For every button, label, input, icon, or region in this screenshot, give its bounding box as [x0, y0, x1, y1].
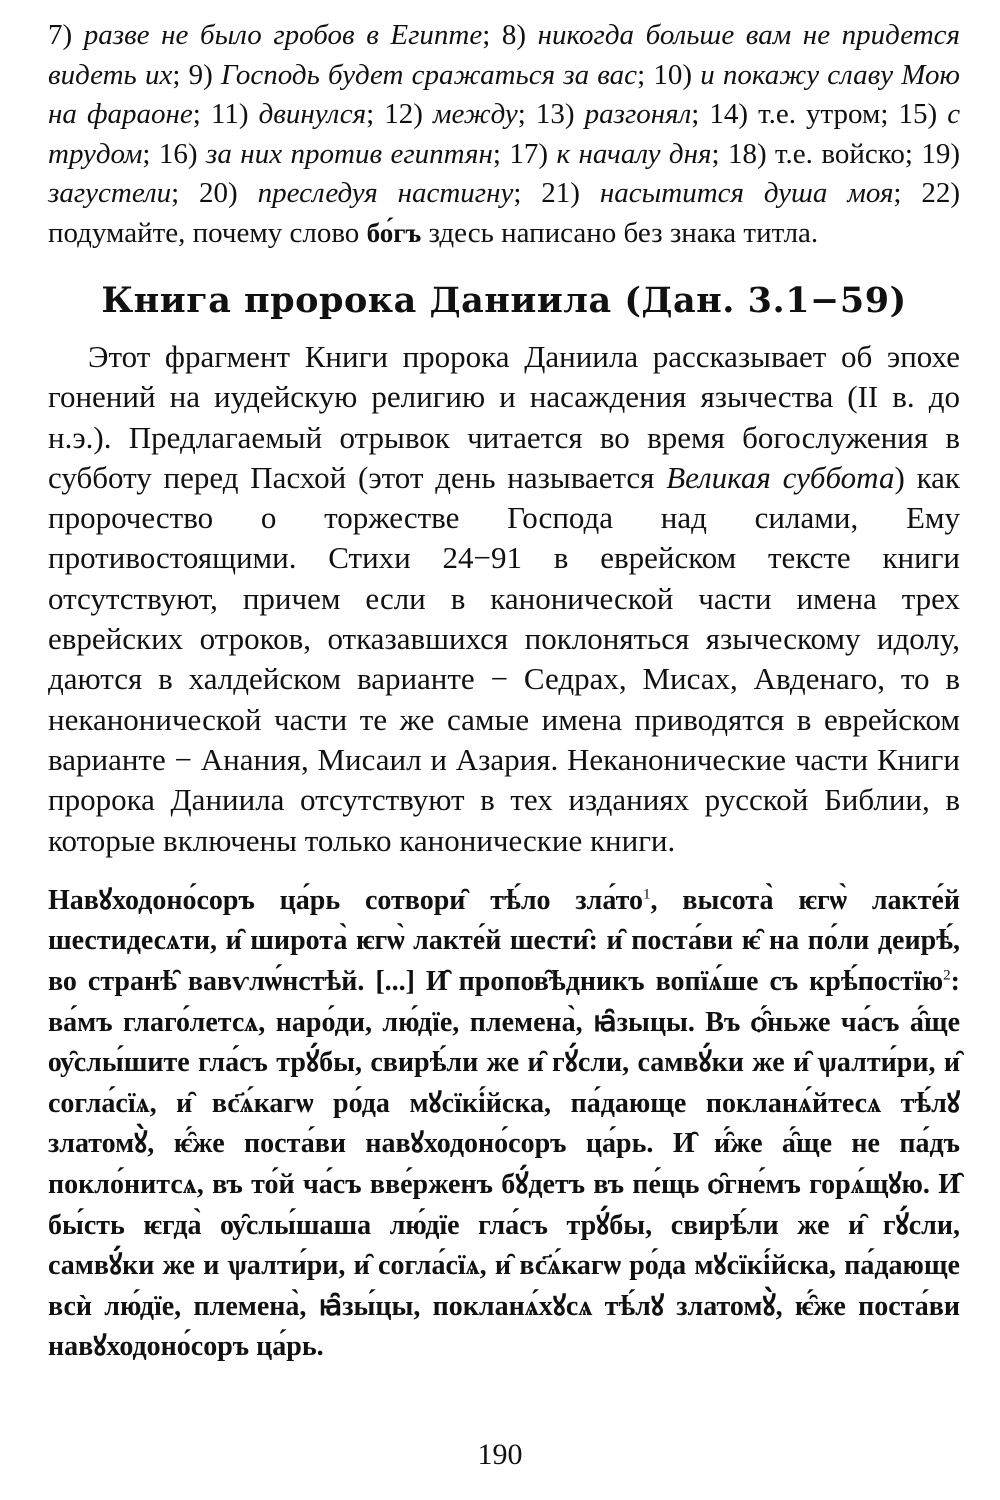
slavonic-text: : ва́мъ глаго́летсѧ, наро́ди, лю́дїе, племена̀, ꙗ̑зыцы. Въ ѻ̑́ньже ча́съ а̑́ще ѹ̑слы́шите гла́съ трꙋ́бы, свирѣ́ли же и̑ гꙋ́сли, самвꙋ́ки же и̑ ѱалти́ри, и̑ согла́сїѧ, и̑ вс҃ѧ́кагѡ ро́да мꙋсїкі́йска, па́дающе покланѧ́йтесѧ тѣ́лꙋ златомꙋ̀, ѥ̑́же поста́ви навꙋходоно́соръ ца́рь. И̑ и̑́же а̑́ще не па́дъ покло́нитсѧ, въ то́й ча́съ вве́рженъ бꙋ́детъ въ пе́щь ѻ̑гне́мъ горѧ́щꙋю. И̑ бы́сть ѥгда̀ ѹ̑слы́шаша лю́дїе гла́съ трꙋ́бы, свирѣ́ли же и̑ гꙋ́сли, самвꙋ́ки же и ѱалти́ри, и̑ согла́сїѧ, и̑ вс҃ѧ́кагѡ ро́да мꙋсїкі́йска, па́дающе всѝ лю́дїе, племена̀, ꙗ̑зы́цы, покланѧ́хꙋсѧ тѣ́лꙋ златомꙋ̀, ѥ̑́же поста́ви навꙋходоно́соръ ца́рь.: [48, 966, 960, 1363]
footnotes-block: [48, 16, 960, 253]
note-text: Господь будет сражаться за вас: [220, 58, 638, 91]
note-text: за них против египтян: [206, 137, 493, 170]
note-text: с трудом: [48, 98, 961, 170]
intro-text: Этот фрагмент Книги пророка Даниила рассказывает об эпохе гонений на иудейскую религию и насаждения язычества (II в. до н.э.). Предлагаемый отрывок читается во время богослужения в субботу перед Пасхой (этот день называется: [48, 339, 960, 495]
note-text: загустели: [48, 177, 172, 209]
footnote-marker: 1: [643, 886, 651, 903]
intro-text: ) как пророчество о торжестве Господа над силами, Ему противостоящими. Стихи 24−91 в еврейском тексте книги отсутствуют, причем если в канонической части имена трех еврейских отроков, отказавшихся поклоняться языческому идолу, даются в халдейском варианте − Седрах, Мисах, Авденаго, то в неканонической части те же самые имена приводятся в еврейском варианте − Анания, Мисаил и Азария. Неканонические части Книги пророка Даниила отсутствуют в тех изданиях русской Библии, в которые включены только канонические книги.: [48, 459, 960, 858]
note-number: ; 22) подумайте, почему слово: [48, 177, 961, 249]
note-text: и покажу славу Мою на фараоне: [48, 58, 960, 130]
note-number: ; 16): [142, 137, 198, 170]
note-text: разгонял: [584, 98, 692, 130]
note-text: здесь написано без знака титла.: [428, 216, 819, 249]
note-text: к началу дня: [556, 137, 712, 170]
slavonic-word: бо́гъ: [366, 217, 422, 248]
note-number: ; 11): [192, 98, 249, 130]
note-number: ; 8): [482, 19, 527, 51]
note-text: никогда больше вам не придется видеть их: [48, 19, 960, 91]
note-number: ; 10): [637, 58, 692, 91]
note-text: насытится душа моя: [599, 177, 894, 209]
note-number: ; 17): [492, 137, 549, 170]
slavonic-text: Навꙋходоно́соръ ца́рь сотвори̑ тѣ́ло зла́то: [48, 884, 644, 916]
page-number: 190: [477, 1438, 523, 1471]
note-number: ; 21): [513, 177, 580, 209]
note-text: двинулся: [258, 98, 367, 130]
slavonic-text: , высота̀ ѥгѡ̀ лакте́й шестидесѧти, и̑ широта̀ ѥгѡ̀ лакте́й шести̑: и̑ поста́ви ѥ̑ на по́ли деирѣ́, во странѣ̑ вавѵлѡ́нстѣй. [...] И̑ пропов̑ѣдникъ вопїѧ́ше съ крѣ́постїю: [48, 884, 960, 998]
intro-italic-term: Великая суббота: [666, 459, 895, 495]
note-number: 7): [48, 19, 73, 51]
note-number: ; 9): [172, 58, 213, 91]
section-heading: Книга пророка Даниила (Дан. 3.1−59): [101, 280, 907, 321]
note-number: ; 20): [171, 177, 238, 209]
note-number: ; 13): [517, 98, 575, 130]
note-number: ; 12): [366, 98, 423, 130]
note-number: ; 18) т.е. войско; 19): [711, 137, 961, 170]
intro-paragraph: [48, 337, 960, 861]
note-text: между: [433, 98, 518, 130]
note-text: преследуя настигну: [257, 177, 514, 209]
footnote-marker: 2: [943, 967, 951, 984]
page-content: [48, 16, 960, 1368]
note-text: разве не было гробов в Египте: [83, 19, 483, 51]
note-number: ; 14) т.е. утром; 15): [691, 98, 938, 130]
church-slavonic-text: [48, 881, 960, 1368]
